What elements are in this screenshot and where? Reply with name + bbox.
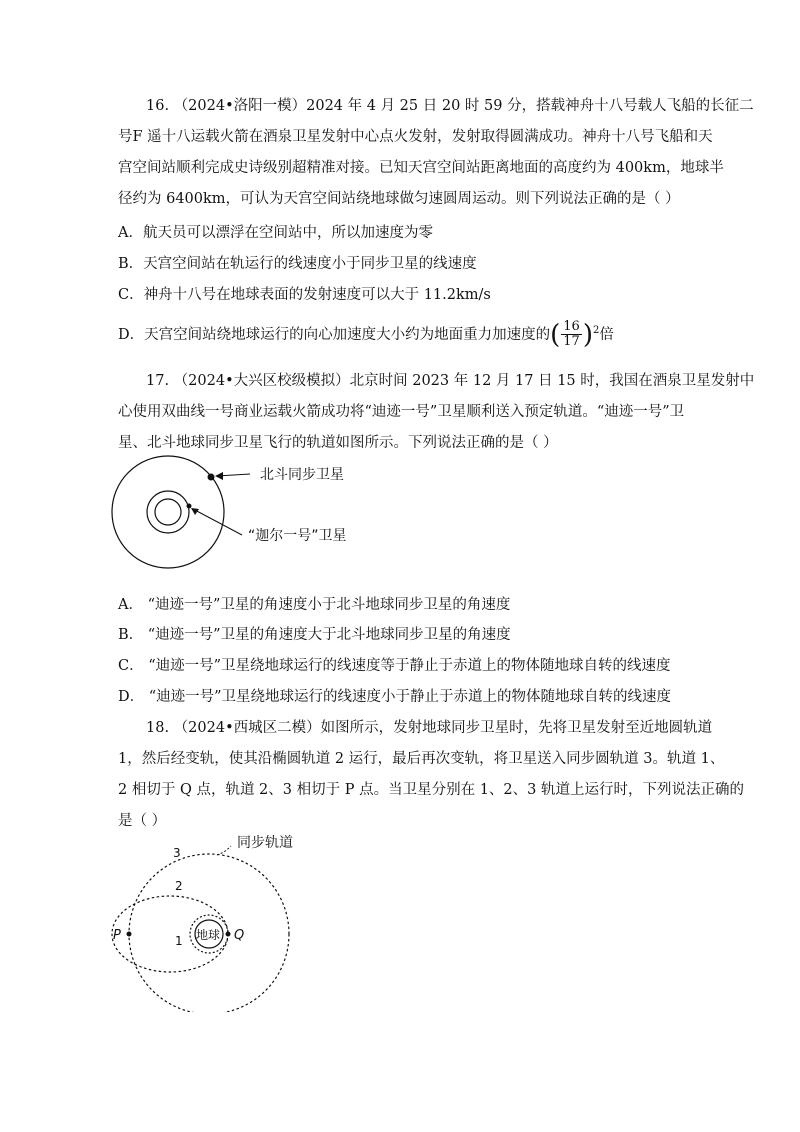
q17-option-c: C． “迪迹一号”卫星绕地球运行的线速度等于静止于赤道上的物体随地球自转的线速度 bbox=[118, 658, 671, 674]
q18-stem-line-2: 1，然后经变轨，使其沿椭圆轨道 2 运行，最后再次变轨，将卫星送入同步圆轨道 3。轨道 1、 bbox=[118, 751, 725, 767]
q16-option-d-text: D．天宫空间站绕地球运行的向心加速度大小约为地面重力加速度的 bbox=[118, 326, 551, 343]
q16-stem-line-3: 宫空间站顺利完成史诗级别超精准对接。已知天宫空间站距离地面的高度约为 400km，地球半 bbox=[118, 160, 724, 176]
q18-stem-line-1: 18. （2024•西城区二模）如图所示，发射地球同步卫星时，先将卫星发射至近地圆轨道 bbox=[146, 720, 713, 736]
q18-orbit-figure bbox=[105, 832, 325, 1012]
q17-stem-line-3: 星、北斗地球同步卫星飞行的轨道如图所示。下列说法正确的是（ ） bbox=[118, 435, 558, 451]
q16-stem-line-1: 16. （2024•洛阳一模）2024 年 4 月 25 日 20 时 59 分，搭载神舟十八号载人飞船的长征二 bbox=[146, 98, 754, 114]
diji-arrow bbox=[193, 509, 242, 535]
inner-orbit bbox=[147, 491, 189, 533]
q16-stem-line-2: 号F 遥十八运载火箭在酒泉卫星发射中心点火发射，发射取得圆满成功。神舟十八号飞船和天 bbox=[118, 129, 713, 145]
beidou-arrowhead bbox=[215, 472, 223, 480]
q17-stem-line-2: 心使用双曲线一号商业运载火箭成功将“迪迹一号”卫星顺利送入预定轨道。“迪迹一号”卫 bbox=[118, 404, 685, 420]
q18-stem-line-3: 2 相切于 Q 点，轨道 2、3 相切于 P 点。当卫星分别在 1、2、3 轨道上运行时，下列说法正确的 bbox=[118, 782, 744, 798]
q16-option-a: A．航天员可以漂浮在空间站中，所以加速度为零 bbox=[118, 225, 433, 241]
q16-option-b: B．天宫空间站在轨运行的线速度小于同步卫星的线速度 bbox=[118, 256, 477, 272]
sync-label-leader bbox=[217, 846, 231, 855]
q16-option-c: C．神舟十八号在地球表面的发射速度可以大于 11.2km/s bbox=[118, 287, 491, 303]
q17-option-b: B． “迪迹一号”卫星的角速度大于北斗地球同步卫星的角速度 bbox=[118, 627, 511, 643]
q16-option-d: D．天宫空间站绕地球运行的向心加速度大小约为地面重力加速度的( $\frac{16}{17}$ )$^2$倍 bbox=[118, 319, 614, 350]
label-earth: 地球 bbox=[196, 928, 221, 942]
label-diji-satellite: “迦尔一号”卫星 bbox=[248, 528, 347, 544]
label-point-q: Q bbox=[234, 928, 245, 943]
fraction-numerator: 16 bbox=[563, 319, 580, 335]
q17-orbit-figure bbox=[100, 455, 400, 590]
fraction-denominator: 17 bbox=[563, 334, 580, 350]
beidou-satellite-dot bbox=[208, 474, 215, 481]
q16-option-d-suffix: 倍 bbox=[599, 326, 614, 343]
exponent: 2 bbox=[592, 325, 600, 336]
fraction bbox=[561, 320, 582, 349]
label-sync-orbit: 同步轨道 bbox=[237, 835, 293, 851]
label-beidou-satellite: 北斗同步卫星 bbox=[260, 467, 344, 483]
point-p-dot bbox=[127, 932, 132, 937]
label-orbit-3: 3 bbox=[173, 846, 181, 860]
earth-circle bbox=[155, 499, 181, 525]
label-point-p: P bbox=[113, 928, 121, 943]
q17-option-a: A． “迪迹一号”卫星的角速度小于北斗地球同步卫星的角速度 bbox=[118, 597, 511, 613]
q18-stem-line-4: 是（ ） bbox=[118, 813, 167, 829]
q17-stem-line-1: 17. （2024•大兴区校级模拟）北京时间 2023 年 12 月 17 日 15 时，我国在酒泉卫星发射中 bbox=[146, 373, 755, 389]
point-q-dot bbox=[226, 932, 231, 937]
outer-orbit bbox=[112, 456, 224, 568]
q16-stem-line-4: 径约为 6400km，可认为天宫空间站绕地球做匀速圆周运动。则下列说法正确的是（ ） bbox=[118, 191, 680, 207]
label-orbit-1: 1 bbox=[175, 934, 183, 948]
diji-satellite-dot bbox=[187, 504, 192, 509]
q17-option-d: D． “迪迹一号”卫星绕地球运行的线速度小于静止于赤道上的物体随地球自转的线速度 bbox=[118, 689, 672, 705]
label-orbit-2: 2 bbox=[175, 879, 183, 893]
